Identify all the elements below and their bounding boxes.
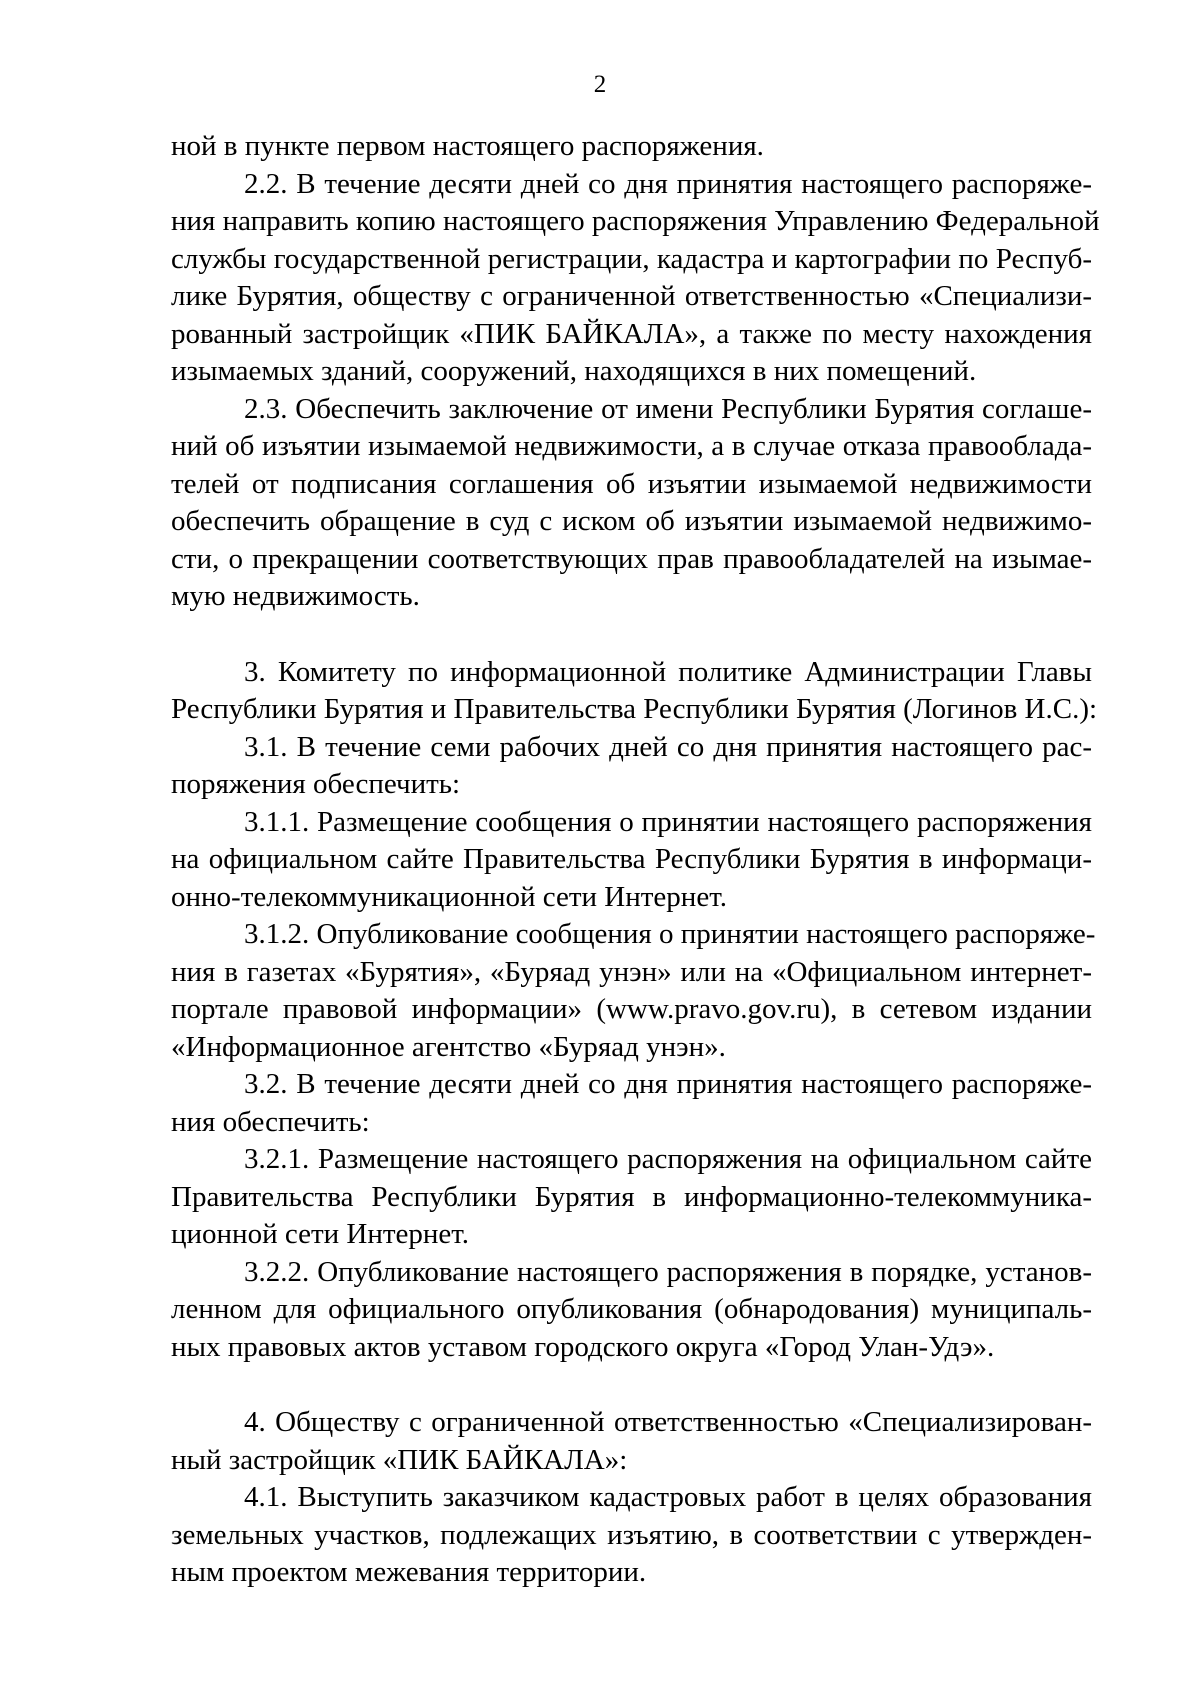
section-spacer: [171, 1366, 1092, 1404]
text-line: 2.3. Обеспечить заключение от имени Республики Бурятия соглаше-: [244, 392, 1092, 425]
text-line: 3.2.2. Опубликование настоящего распоряжения в порядке, установ-: [244, 1255, 1092, 1288]
text-line: 2.2. В течение десяти дней со дня принятия настоящего распоряже-: [244, 167, 1092, 200]
text-line: ленном для официального опубликования (обнародования) муниципаль-: [171, 1293, 1092, 1325]
text-line: земельных участков, подлежащих изъятию, в соответствии с утвержден-: [171, 1518, 1092, 1551]
paragraph-p-3-2-1: [171, 1141, 1092, 1254]
paragraph-p-3-2: [171, 1066, 1092, 1141]
text-line: 3.2.1. Размещение настоящего распоряжения на официальном сайте: [244, 1143, 1092, 1175]
text-line: онно-телекоммуникационной сети Интернет.: [171, 880, 727, 913]
text-line: «Информационное агентство «Буряад унэн».: [171, 1030, 726, 1063]
paragraph-p-4: [171, 1404, 1092, 1479]
text-line: Республики Бурятия и Правительства Республики Бурятия (Логинов И.С.):: [171, 693, 1098, 725]
text-line: 3.1.1. Размещение сообщения о принятии настоящего распоряжения: [244, 805, 1092, 838]
text-line: Правительства Республики Бурятия в информационно-телекоммуника-: [171, 1180, 1092, 1213]
text-line: 3.1.2. Опубликование сообщения о принятии настоящего распоряже-: [244, 918, 1096, 950]
text-line: ный застройщик «ПИК БАЙКАЛА»:: [171, 1443, 628, 1476]
paragraph-p-3-1-2: [171, 916, 1096, 1066]
text-line: 4. Обществу с ограниченной ответственностью «Специализирован-: [244, 1406, 1092, 1438]
text-line: рованный застройщик «ПИК БАЙКАЛА», а также по месту нахождения: [171, 317, 1092, 350]
text-line: обеспечить обращение в суд с иском об изъятии изымаемой недвижимо-: [171, 505, 1092, 537]
text-line: 4.1. Выступить заказчиком кадастровых работ в целях образования: [244, 1481, 1092, 1513]
text-line: ным проектом межевания территории.: [171, 1556, 647, 1588]
section-spacer: [171, 616, 1092, 654]
text-line: поряжения обеспечить:: [171, 768, 461, 800]
text-line: мую недвижимость.: [171, 580, 420, 612]
text-line: телей от подписания соглашения об изъятии изымаемой недвижимости: [171, 467, 1092, 500]
page-number: 2: [593, 71, 607, 98]
text-line: ной в пункте первом настоящего распоряжения.: [171, 130, 764, 162]
text-line: 3. Комитету по информационной политике Администрации Главы: [244, 655, 1092, 688]
text-line: ных правовых актов уставом городского округа «Город Улан-Удэ».: [171, 1330, 995, 1363]
text-line: ния направить копию настоящего распоряжения Управлению Федеральной: [171, 205, 1100, 237]
text-line: службы государственной регистрации, кадастра и картографии по Респуб-: [171, 242, 1092, 275]
paragraph-p-2-2: [171, 166, 1100, 391]
text-line: ния обеспечить:: [171, 1105, 370, 1138]
text-line: сти, о прекращении соответствующих прав правообладателей на изымае-: [171, 542, 1092, 575]
document-body: [171, 128, 1100, 1592]
paragraph-cont-1: [171, 128, 1092, 166]
text-line: лике Бурятия, обществу с ограниченной ответственностью «Специализи-: [171, 280, 1092, 312]
paragraph-p-2-3: [171, 391, 1092, 616]
text-line: ционной сети Интернет.: [171, 1218, 470, 1250]
text-line: ния в газетах «Бурятия», «Буряад унэн» или на «Официальном интернет-: [171, 955, 1092, 988]
paragraph-p-4-1: [171, 1479, 1092, 1592]
paragraph-p-3-2-2: [171, 1254, 1092, 1367]
text-line: изымаемых зданий, сооружений, находящихся в них помещений.: [171, 355, 977, 387]
paragraph-p-3-1-1: [171, 804, 1092, 917]
paragraph-p-3-1: [171, 729, 1092, 804]
paragraph-p-3: [171, 654, 1098, 729]
text-line: 3.2. В течение десяти дней со дня принятия настоящего распоряже-: [244, 1068, 1092, 1100]
text-line: портале правовой информации» (www.pravo.gov.ru), в сетевом издании: [171, 993, 1092, 1025]
text-line: ний об изъятии изымаемой недвижимости, а в случае отказа правооблада-: [171, 430, 1092, 462]
text-line: 3.1. В течение семи рабочих дней со дня принятия настоящего рас-: [244, 730, 1092, 763]
text-line: на официальном сайте Правительства Республики Бурятия в информаци-: [171, 843, 1092, 875]
